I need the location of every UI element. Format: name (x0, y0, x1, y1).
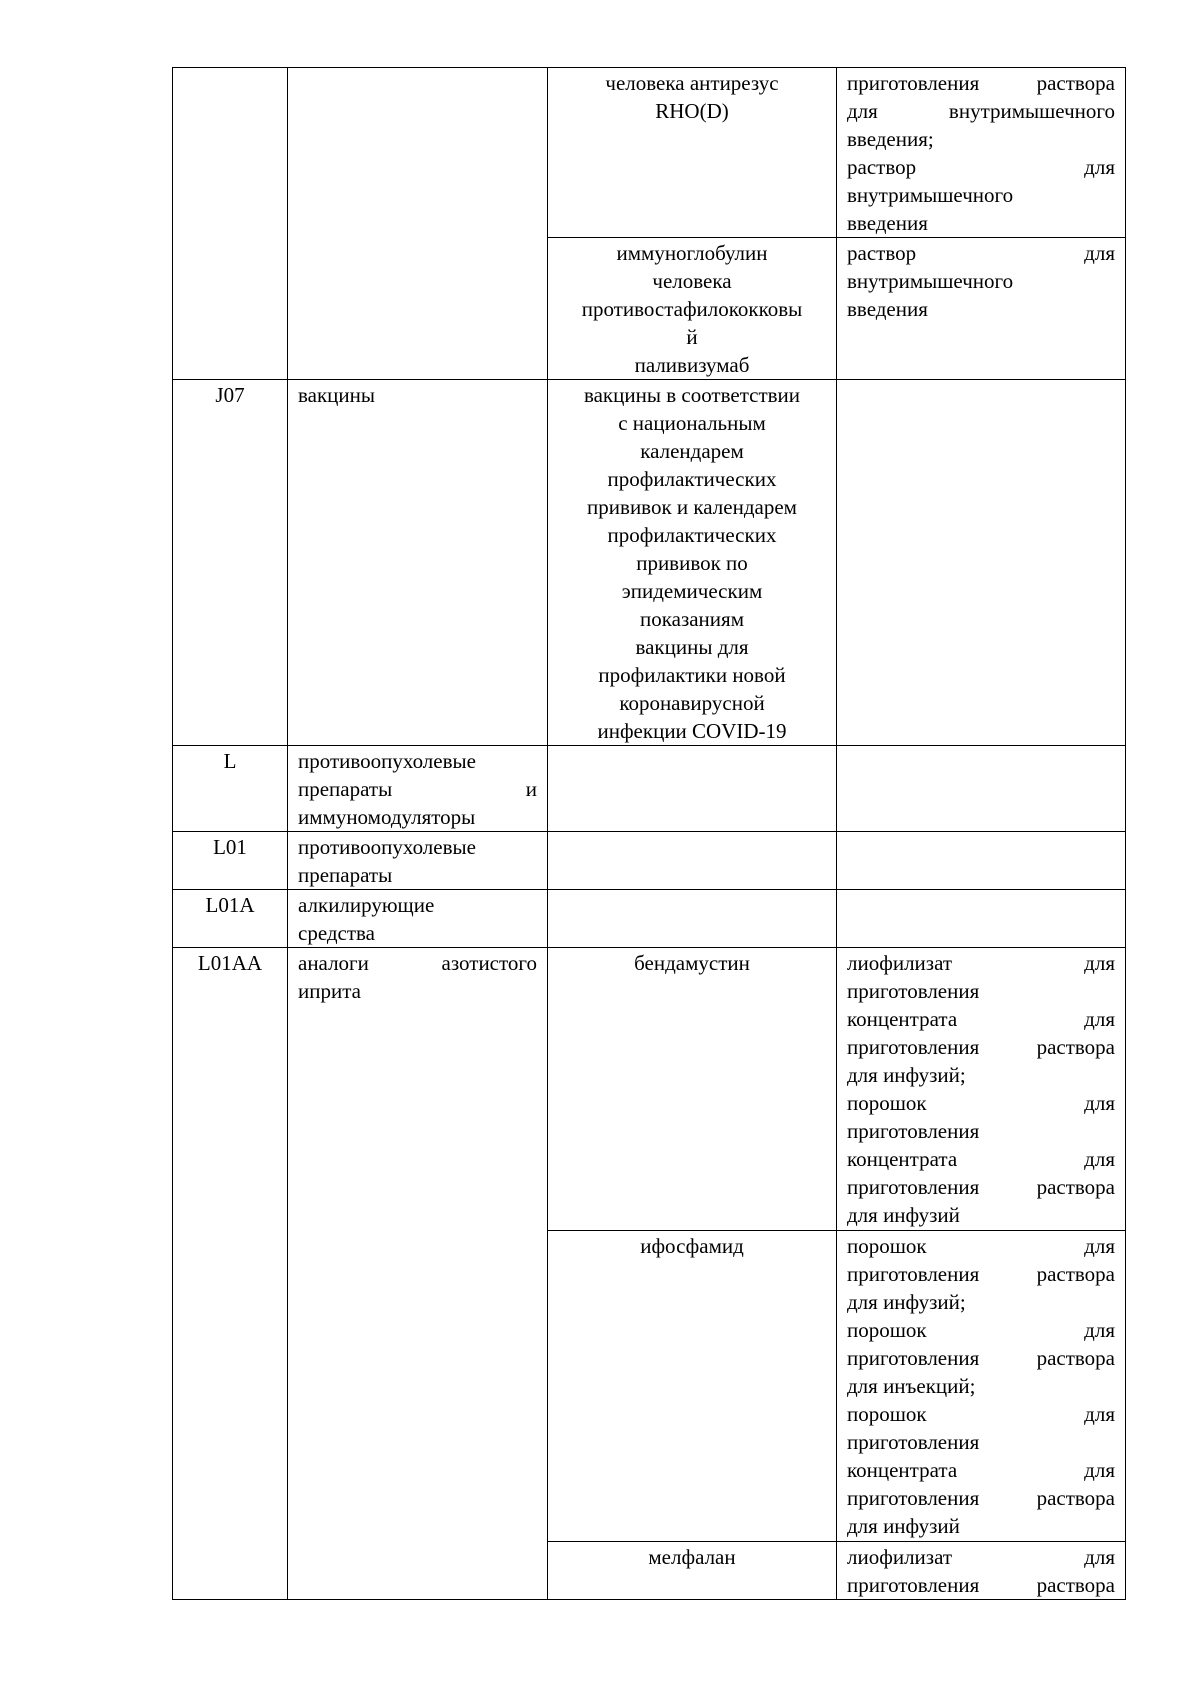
group-line: алкилирующие (298, 893, 435, 917)
form-line: для инфузий; (847, 1063, 966, 1087)
drug-cell (548, 1231, 837, 1542)
drug-cell (548, 948, 837, 1231)
drug-cell (548, 832, 837, 890)
form-line: введения (847, 211, 928, 235)
dosage-form-cell (837, 1542, 1126, 1600)
drug-line: ифосфамид (640, 1234, 744, 1258)
form-line: внутримышечного (847, 183, 1014, 207)
drug-line: эпидемическим (621, 579, 763, 603)
drug-line: человека (652, 269, 732, 293)
form-line: приготовления (847, 1119, 980, 1143)
dosage-form-cell (837, 238, 1126, 380)
form-line: приготовления раствора (847, 1346, 1115, 1370)
form-line: раствор для (847, 155, 1115, 179)
atc-code-cell: L01 (173, 832, 288, 890)
drug-cell (548, 1542, 837, 1600)
atc-code-cell: J07 (173, 380, 288, 746)
group-name-cell (288, 948, 548, 1600)
form-line: приготовления раствора (847, 1262, 1115, 1286)
form-line: приготовления раствора (847, 1035, 1115, 1059)
drug-line: показаниям (640, 607, 744, 631)
drug-line: мелфалан (648, 1545, 736, 1569)
form-line: концентрата для (847, 1147, 1115, 1171)
drug-line: календарем (640, 439, 744, 463)
drug-line: профилактических (607, 467, 777, 491)
atc-code-cell: L (173, 746, 288, 832)
drug-line: й (686, 325, 698, 349)
form-line: внутримышечного (847, 269, 1014, 293)
table-row (173, 68, 1126, 238)
table-row (173, 890, 1126, 948)
group-line: противоопухолевые (298, 835, 476, 859)
drug-line: с национальным (618, 411, 766, 435)
form-line: приготовления раствора (847, 1175, 1115, 1199)
form-line: концентрата для (847, 1458, 1115, 1482)
group-name-cell (288, 746, 548, 832)
form-line: для инфузий (847, 1514, 960, 1538)
form-line: порошок для (847, 1234, 1115, 1258)
atc-code-cell: L01A (173, 890, 288, 948)
drug-line: вакцины для (635, 635, 749, 659)
form-line: для инъекций; (847, 1374, 976, 1398)
drug-line: RHO(D) (655, 99, 729, 123)
dosage-form-cell (837, 1231, 1126, 1542)
form-line: лиофилизат для (847, 1545, 1115, 1569)
drug-cell (548, 890, 837, 948)
drug-line: иммуноглобулин (616, 241, 768, 265)
form-line: для внутримышечного (847, 99, 1115, 123)
drug-cell (548, 746, 837, 832)
drug-line: бендамустин (634, 951, 750, 975)
group-line: противоопухолевые (298, 749, 476, 773)
form-line: раствор для (847, 241, 1115, 265)
drug-cell (548, 238, 837, 380)
group-line: вакцины (298, 383, 375, 407)
form-line: порошок для (847, 1318, 1115, 1342)
dosage-form-cell (837, 948, 1126, 1231)
group-name-cell (288, 832, 548, 890)
form-line: введения; (847, 127, 934, 151)
form-line: приготовления раствора (847, 1486, 1115, 1510)
group-line: иприта (298, 979, 361, 1003)
drug-line: человека антирезус (605, 71, 779, 95)
group-name-cell (288, 890, 548, 948)
form-line: концентрата для (847, 1007, 1115, 1031)
drug-line: прививок и календарем (587, 495, 797, 519)
dosage-form-cell (837, 380, 1126, 746)
group-line: средства (298, 921, 376, 945)
medication-table (172, 67, 1126, 1600)
form-line: порошок для (847, 1091, 1115, 1115)
drug-line: коронавирусной (619, 691, 765, 715)
table-row (173, 380, 1126, 746)
drug-line: противостафилококковы (581, 297, 803, 321)
group-name-cell (288, 68, 548, 380)
dosage-form-cell (837, 890, 1126, 948)
drug-cell (548, 68, 837, 238)
drug-cell (548, 380, 837, 746)
group-line: препараты и (298, 777, 537, 801)
form-line: лиофилизат для (847, 951, 1115, 975)
form-line: приготовления (847, 979, 980, 1003)
form-line: приготовления (847, 1430, 980, 1454)
group-name-cell (288, 380, 548, 746)
drug-line: вакцины в соответствии (583, 383, 801, 407)
drug-line: прививок по (636, 551, 748, 575)
form-line: приготовления раствора (847, 71, 1115, 95)
form-line: порошок для (847, 1402, 1115, 1426)
dosage-form-cell (837, 746, 1126, 832)
group-line: аналоги азотистого (298, 951, 537, 975)
group-line: препараты (298, 863, 393, 887)
table-row (173, 832, 1126, 890)
drug-line: инфекции COVID-19 (597, 719, 787, 743)
drug-line: профилактических (607, 523, 777, 547)
dosage-form-cell (837, 832, 1126, 890)
atc-code-cell (173, 68, 288, 380)
form-line: приготовления раствора (847, 1573, 1115, 1597)
drug-line: профилактики новой (598, 663, 786, 687)
form-line: для инфузий; (847, 1290, 966, 1314)
table-row (173, 948, 1126, 1231)
atc-code-cell: L01AA (173, 948, 288, 1600)
form-line: для инфузий (847, 1203, 960, 1227)
table-row (173, 746, 1126, 832)
drug-line: паливизумаб (634, 353, 750, 377)
group-line: иммуномодуляторы (298, 805, 476, 829)
form-line: введения (847, 297, 928, 321)
dosage-form-cell (837, 68, 1126, 238)
